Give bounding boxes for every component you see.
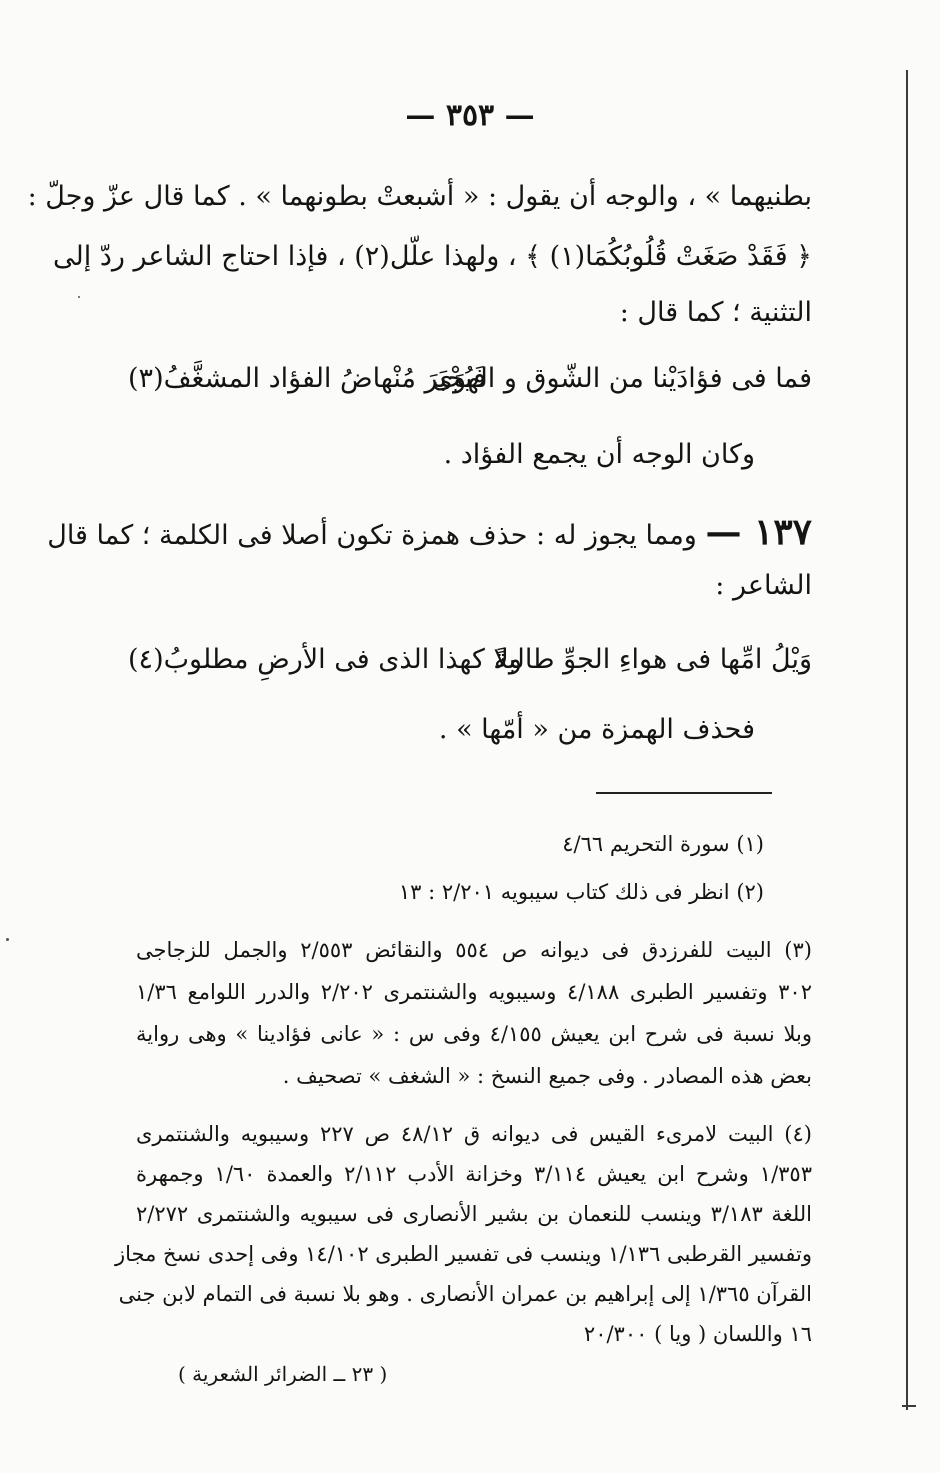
footnote-3-line-4: بعض هذه المصادر . وفى جميع النسخ : « الشغف » تصحيف . bbox=[282, 1064, 812, 1088]
footnote-3-line-3: وبلا نسبة فى شرح ابن يعيش ٤/١٥٥ وفى س : « عانى فؤادينا » وهى رواية bbox=[136, 1022, 812, 1046]
section-137-line-2: الشاعر : bbox=[715, 570, 812, 601]
verse-1-first-hemistich: فما فى فؤادَيْنا من الشّوق و الهوَى bbox=[432, 363, 812, 394]
footnote-3-line-1: (٣) البيت للفرزدق فى ديوانه ص ٥٥٤ والنقائض ٢/٥٥٣ والجمل للزجاجى bbox=[136, 938, 812, 962]
right-margin-tick bbox=[902, 1405, 916, 1407]
footnote-4-line-5: القرآن ١/٣٦٥ إلى إبراهيم بن عمران الأنصارى . وهو بلا نسبة فى التمام لابن جنى bbox=[118, 1282, 812, 1306]
text-line-2: ﴿ فَقَدْ صَغَتْ قُلُوبُكُمَا(١) ﴾ ، ولهذا علّل(٢) ، فإذا احتاج الشاعر ردّ إلى bbox=[53, 241, 812, 272]
page-footer-signature: ( ٢٣ ــ الضرائر الشعرية ) bbox=[178, 1362, 388, 1386]
section-number: ١٣٧ — bbox=[705, 511, 812, 553]
right-margin-rule bbox=[906, 70, 908, 1410]
verse-2-first-hemistich: وَيْلُ امِّها فى هواءِ الجوِّ طالبةً bbox=[493, 644, 812, 675]
text-line-3: التثنية ؛ كما قال : bbox=[619, 297, 812, 328]
text-line-1: بطنيهما » ، والوجه أن يقول : « أشبعتْ بطونهما » . كما قال عزّ وجلّ : bbox=[27, 181, 812, 212]
scan-speck bbox=[78, 296, 80, 298]
footnote-1: (١) سورة التحريم ٤/٦٦ bbox=[562, 832, 764, 856]
verse-2-second-hemistich: ولا كهذا الذى فى الأرضِ مطلوبُ(٤) bbox=[128, 644, 522, 675]
footnote-3-line-2: ٣٠٢ وتفسير الطبرى ٤/١٨٨ وسيبويه والشنتمرى ٢/٢٠٢ والدرر اللوامع ١/٣٦ bbox=[136, 980, 812, 1004]
footnote-4-line-1: (٤) البيت لامرىء القيس فى ديوانه ق ٤٨/١٢ ص ٢٢٧ وسيبويه والشنتمرى bbox=[136, 1122, 812, 1146]
section-137-line-1 bbox=[47, 511, 812, 553]
footnote-separator bbox=[596, 792, 772, 794]
footnote-2: (٢) انظر فى ذلك كتاب سيبويه ٢/٢٠١ : ١٣ bbox=[398, 880, 764, 904]
scan-speck bbox=[6, 938, 9, 941]
footnote-4-line-2: ١/٣٥٣ وشرح ابن يعيش ٣/١١٤ وخزانة الأدب ٢/١١٢ والعمدة ١/٦٠ وجمهرة bbox=[136, 1162, 812, 1186]
verse-1-second-hemistich: فَيُجْبَرَ مُنْهاضُ الفؤاد المشغَّفُ(٣) bbox=[128, 363, 487, 394]
text-after-verse-1: وكان الوجه أن يجمع الفؤاد . bbox=[443, 439, 755, 470]
footnote-4-line-4: وتفسير القرطبى ١/١٣٦ وينسب فى تفسير الطبرى ١٤/١٠٢ وفى إحدى نسخ مجاز bbox=[115, 1242, 812, 1266]
section-text: ومما يجوز له : حذف همزة تكون أصلا فى الكلمة ؛ كما قال bbox=[47, 520, 697, 551]
page-number: — ٣٥٣ — bbox=[405, 98, 535, 133]
text-after-verse-2: فحذف الهمزة من « أمّها » . bbox=[438, 714, 755, 745]
footnote-4-line-3: اللغة ٣/١٨٣ وينسب للنعمان بن بشير الأنصارى فى سيبويه والشنتمرى ٢/٢٧٢ bbox=[136, 1202, 813, 1226]
footnote-4-line-6: ١٦ واللسان ( ويا ) ٢٠/٣٠٠ bbox=[583, 1322, 812, 1346]
